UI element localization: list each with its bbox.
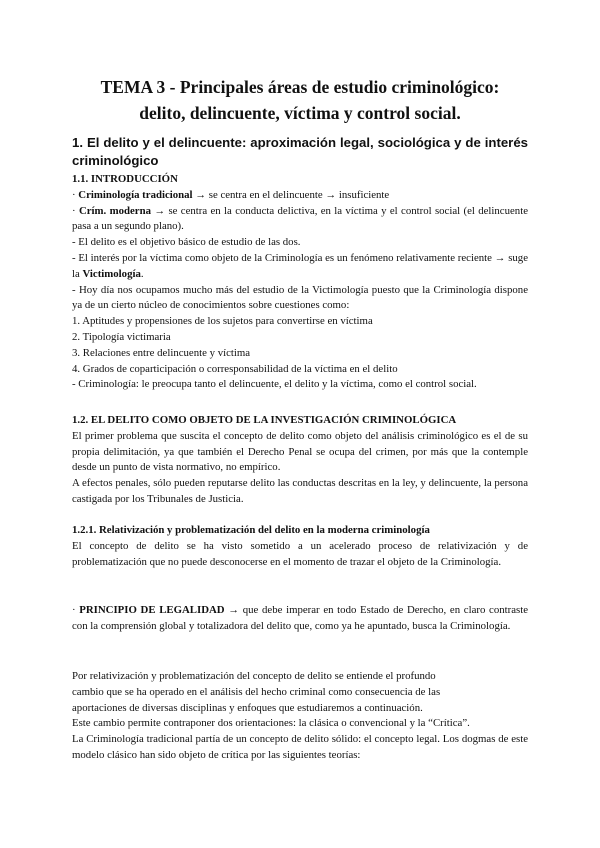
section-1-2: [72, 413, 528, 508]
paragraph-criminologia-preocupa: - Criminología: le preocupa tanto el delincuente, el delito y la víctima, como el control social.: [72, 378, 477, 391]
paragraph-crim-tradicional: · Criminología tradicional → se centra en el delincuente → insuficiente: [72, 188, 390, 201]
paragraph-relativizacion-line-3: aportaciones de diversas disciplinas y enfoques que estudiaremos a continuación.: [72, 701, 423, 714]
list-item-1: 1. Aptitudes y propensiones de los sujetos para convertirse en víctima: [72, 315, 373, 328]
section-1-heading: 1. El delito y el delincuente: aproximación legal, sociológica y de interés criminológico: [72, 135, 528, 168]
list-item-2: 2. Tipología victimaria: [72, 330, 171, 343]
list-item-3: 3. Relaciones entre delincuente y víctima: [72, 346, 251, 359]
paragraph-concepto-delito: El concepto de delito se ha visto sometido a un acelerado proceso de relativización y de problematización que no puede desconocerse en el momento de trazar el objeto de la Criminología.: [72, 539, 528, 568]
section-1-2-1: [72, 523, 528, 570]
paragraph-efectos-penales: A efectos penales, sólo pueden reputarse delito las conductas descritas en la ley, y delincuente, la persona castigada por los Tribunales de Justicia.: [72, 477, 528, 505]
heading-1-2: 1.2. EL DELITO COMO OBJETO DE LA INVESTIGACIÓN CRIMINOLÓGICA: [72, 414, 457, 426]
paragraph-primer-problema: El primer problema que suscita el concepto de delito como objeto del análisis criminológico es el de su propia delimitación, ya que también el Derecho Penal se ocupa del crimen, por más que la contemple desde un punto de vista normativo, no empírico.: [72, 429, 528, 474]
paragraph-hoy-dia: - Hoy día nos ocupamos mucho más del estudio de la Victimología puesto que la Criminología dispone ya de un cierto núcleo de conocimientos sobre cuestiones como:: [72, 283, 528, 312]
paragraph-criminologia-tradicional: La Criminología tradicional partía de un concepto de delito sólido: el concepto legal. Los dogmas de este modelo clásico han sido objeto de crítica por las siguientes teorías:: [72, 733, 528, 761]
section-1-1: [72, 172, 528, 393]
paragraph-delito-objetivo: - El delito es el objetivo básico de estudio de las dos.: [72, 236, 301, 249]
paragraph-dos-orientaciones: Este cambio permite contraponer dos orientaciones: la clásica o convencional y la “Crítica”.: [72, 717, 470, 730]
paragraph-victimologia: - El interés por la víctima como objeto de la Criminología es un fenómeno relativamente reciente → suge la Victimología.: [72, 251, 528, 280]
paragraph-relativizacion-line-1: Por relativización y problematización del concepto de delito se entiende el profundo: [72, 670, 436, 682]
heading-1-2-1: 1.2.1. Relativización y problematización del delito en la moderna criminología: [72, 524, 430, 536]
paragraph-principio-legalidad: · PRINCIPIO DE LEGALIDAD → que debe imperar en todo Estado de Derecho, en claro contraste con la comprensión global y totalizadora del delito que, como ya he apuntado, busca la Criminología.: [72, 604, 528, 632]
heading-1-1: 1.1. INTRODUCCIÓN: [72, 173, 178, 185]
title-line-1: TEMA 3 - Principales áreas de estudio criminológico:: [100, 77, 500, 97]
document-title: [60, 74, 540, 126]
list-item-4: 4. Grados de coparticipación o corresponsabilidad de la víctima en el delito: [72, 362, 398, 375]
paragraph-relativizacion-line-2: cambio que se ha operado en el análisis del hecho criminal como consecuencia de las: [72, 685, 441, 698]
title-line-2: delito, delincuente, víctima y control social.: [139, 103, 461, 123]
section-relativizacion: [72, 669, 528, 764]
paragraph-crim-moderna: · Crím. moderna → se centra en la conducta delictiva, en la víctima y el control social (el delincuente pasa a un segundo plano).: [72, 204, 528, 233]
